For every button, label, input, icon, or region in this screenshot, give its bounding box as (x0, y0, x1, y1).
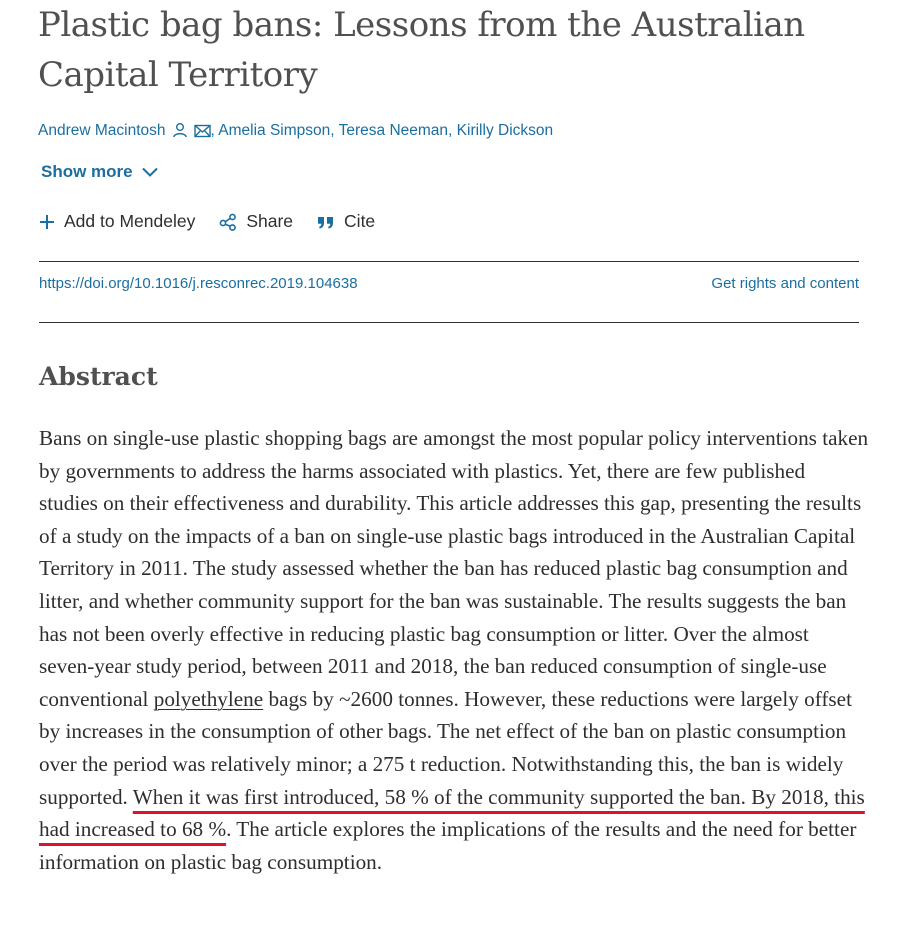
share-button[interactable] (219, 211, 293, 232)
show-more-label: Show more (41, 162, 133, 181)
author-link[interactable]: Andrew Macintosh (38, 122, 166, 139)
article-actions (39, 211, 399, 232)
author-separator: , (448, 122, 457, 139)
abstract-text-part: . The article explores the implications of the results and the need for better information on plastic bag consumption. (39, 817, 857, 874)
author-separator: , (330, 122, 339, 139)
quote-icon (317, 214, 335, 230)
plus-icon (39, 214, 55, 230)
rights-link[interactable]: Get rights and content (711, 275, 859, 292)
envelope-icon[interactable] (194, 122, 211, 146)
show-more-button[interactable] (41, 162, 159, 182)
divider (39, 261, 859, 262)
doi-row (39, 275, 859, 292)
abstract-text-part: Bans on single-use plastic shopping bags are amongst the most popular policy interventions taken by governments to address the harms associated with plastics. Yet, there are few published studies on their effectiveness and durability. This article addresses this gap, presenting the results of a study on the impacts of a ban on single-use plastic bags introduced in the Australian Capital Territory in 2011. The study assessed whether the ban has reduced plastic bag consumption and litter, and whether community support for the ban was sustainable. The results suggests the ban has not been overly effective in reducing plastic bag consumption or litter. Over the almost seven-year study period, between 2011 and 2018, the ban reduced consumption of single-use conventional (39, 426, 869, 711)
author-list (38, 119, 553, 146)
author-link[interactable]: Amelia Simpson (218, 122, 331, 139)
author-separator: , (210, 122, 219, 139)
add-to-mendeley-label: Add to Mendeley (64, 211, 196, 231)
highlighted-text: When it was first introduced, 58 % of the community supported the ban. By 2018, this had increased to 68 % (39, 784, 865, 842)
chevron-down-icon (141, 166, 159, 178)
add-to-mendeley-button[interactable] (39, 211, 195, 232)
cite-label: Cite (344, 211, 376, 231)
author-link[interactable]: Kirilly Dickson (456, 122, 554, 139)
share-icon (219, 213, 237, 231)
article-title: Plastic bag bans: Lessons from the Australian Capital Territory (38, 5, 805, 95)
abstract-text (39, 422, 869, 878)
person-icon[interactable] (172, 122, 188, 146)
glossary-term-link[interactable]: polyethylene (153, 686, 264, 711)
author-link[interactable]: Teresa Neeman (338, 122, 449, 139)
abstract-heading: Abstract (39, 362, 158, 391)
doi-link[interactable]: https://doi.org/10.1016/j.resconrec.2019.104638 (39, 275, 358, 292)
abstract-text-part: bags by ~2600 tonnes. However, these reductions were largely offset by increases in the consumption of other bags. The net effect of the ban on plastic consumption over the period was relatively minor; a 275 t reduction. Notwithstanding this, the ban is widely supported. (39, 686, 852, 809)
share-label: Share (246, 211, 294, 231)
divider (39, 322, 859, 323)
cite-button[interactable] (317, 211, 375, 232)
